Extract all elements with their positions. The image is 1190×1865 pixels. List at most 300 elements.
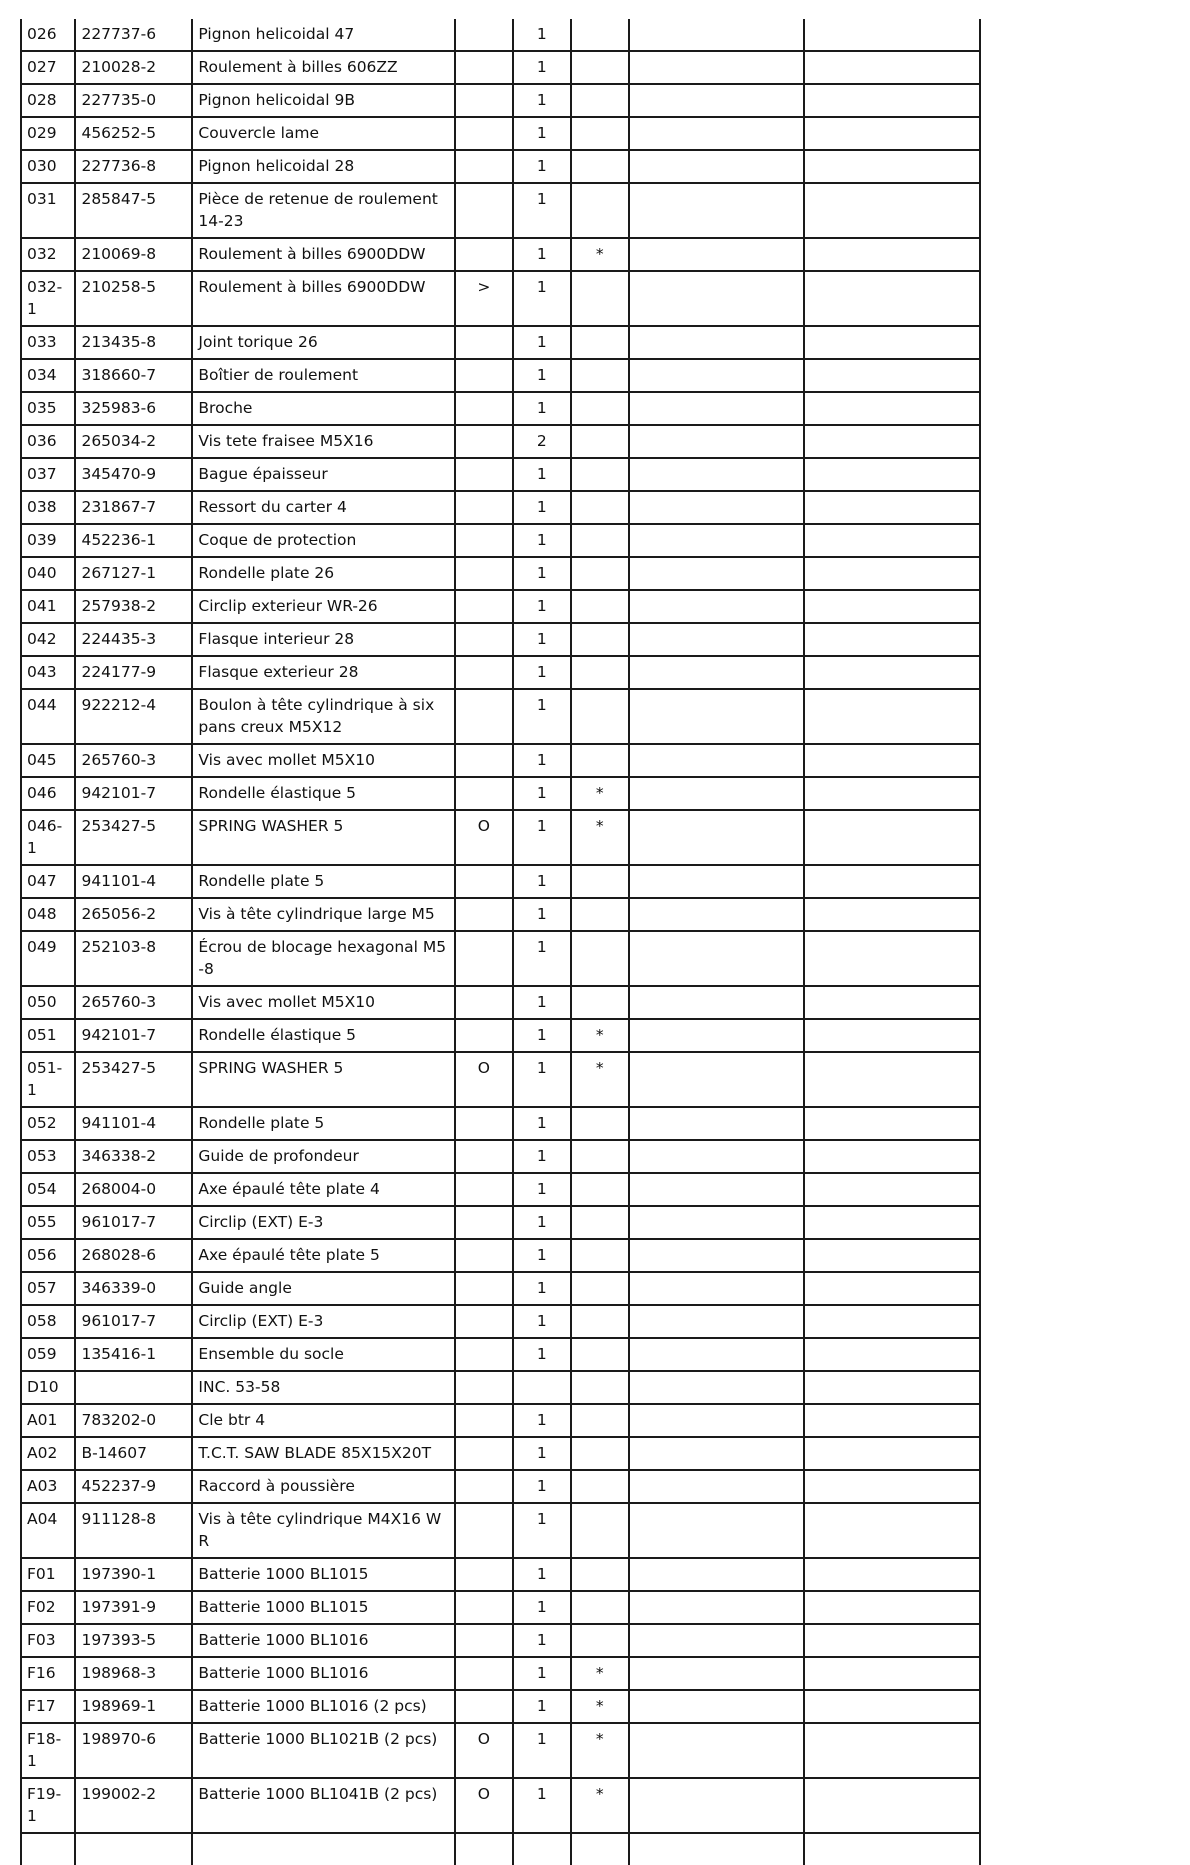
table-row — [21, 1107, 980, 1140]
blank-cell-2 — [804, 931, 980, 986]
item-number-cell: 051 — [21, 1019, 75, 1052]
item-number-cell: 039 — [21, 524, 75, 557]
part-number-cell: 911128-8 — [75, 1503, 192, 1558]
item-number-cell: 033 — [21, 326, 75, 359]
change-mark-cell — [455, 1305, 513, 1338]
note-mark-cell — [571, 524, 629, 557]
table-row — [21, 524, 980, 557]
item-number-cell: 051-1 — [21, 1052, 75, 1107]
part-number-cell: 285847-5 — [75, 183, 192, 238]
change-mark-cell — [455, 1206, 513, 1239]
note-mark-cell: * — [571, 1019, 629, 1052]
table-row — [21, 150, 980, 183]
note-mark-cell: * — [571, 810, 629, 865]
part-number-cell: 265760-3 — [75, 986, 192, 1019]
table-row — [21, 491, 980, 524]
description-cell: Guide de profondeur — [192, 1140, 454, 1173]
description-cell: Batterie 1000 BL1021B (2 pcs) — [192, 1723, 454, 1778]
table-row — [21, 1173, 980, 1206]
quantity-cell: 1 — [513, 1723, 570, 1778]
change-mark-cell — [455, 1591, 513, 1624]
part-number-cell: 783202-0 — [75, 1404, 192, 1437]
blank-cell-1 — [629, 326, 804, 359]
blank-cell-2 — [804, 986, 980, 1019]
part-number-cell: 267127-1 — [75, 557, 192, 590]
item-number-cell: 038 — [21, 491, 75, 524]
change-mark-cell — [455, 986, 513, 1019]
blank-cell-2 — [804, 425, 980, 458]
continuation-cell — [629, 1833, 804, 1865]
blank-cell-1 — [629, 986, 804, 1019]
description-cell: Rondelle élastique 5 — [192, 777, 454, 810]
note-mark-cell — [571, 1173, 629, 1206]
description-cell: Vis à tête cylindrique M4X16 WR — [192, 1503, 454, 1558]
note-mark-cell — [571, 84, 629, 117]
note-mark-cell — [571, 425, 629, 458]
description-cell: Roulement à billes 6900DDW — [192, 271, 454, 326]
blank-cell-1 — [629, 865, 804, 898]
table-row — [21, 986, 980, 1019]
item-number-cell: F17 — [21, 1690, 75, 1723]
blank-cell-2 — [804, 1019, 980, 1052]
item-number-cell: 031 — [21, 183, 75, 238]
description-cell: Batterie 1000 BL1016 — [192, 1624, 454, 1657]
change-mark-cell — [455, 1272, 513, 1305]
quantity-cell: 1 — [513, 898, 570, 931]
item-number-cell: 050 — [21, 986, 75, 1019]
note-mark-cell: * — [571, 1778, 629, 1833]
table-row — [21, 183, 980, 238]
quantity-cell: 1 — [513, 1437, 570, 1470]
continuation-cell — [571, 1833, 629, 1865]
note-mark-cell — [571, 183, 629, 238]
description-cell: Boulon à tête cylindrique à six pans creux M5X12 — [192, 689, 454, 744]
table-row — [21, 1404, 980, 1437]
part-number-cell: 224177-9 — [75, 656, 192, 689]
blank-cell-2 — [804, 1723, 980, 1778]
change-mark-cell — [455, 238, 513, 271]
note-mark-cell — [571, 392, 629, 425]
item-number-cell: 045 — [21, 744, 75, 777]
note-mark-cell — [571, 623, 629, 656]
blank-cell-1 — [629, 1305, 804, 1338]
part-number-cell: 346338-2 — [75, 1140, 192, 1173]
table-row — [21, 1591, 980, 1624]
blank-cell-1 — [629, 1140, 804, 1173]
description-cell: Batterie 1000 BL1016 (2 pcs) — [192, 1690, 454, 1723]
quantity-cell: 1 — [513, 656, 570, 689]
item-number-cell: 027 — [21, 51, 75, 84]
quantity-cell: 1 — [513, 1338, 570, 1371]
blank-cell-2 — [804, 1272, 980, 1305]
item-number-cell: 044 — [21, 689, 75, 744]
table-row — [21, 458, 980, 491]
quantity-cell: 1 — [513, 19, 570, 51]
quantity-cell: 1 — [513, 183, 570, 238]
part-number-cell: 265056-2 — [75, 898, 192, 931]
item-number-cell: 046-1 — [21, 810, 75, 865]
item-number-cell: 032-1 — [21, 271, 75, 326]
note-mark-cell — [571, 590, 629, 623]
part-number-cell: 265034-2 — [75, 425, 192, 458]
item-number-cell: 054 — [21, 1173, 75, 1206]
continuation-cell — [192, 1833, 454, 1865]
description-cell: Boîtier de roulement — [192, 359, 454, 392]
part-number-cell: 325983-6 — [75, 392, 192, 425]
blank-cell-2 — [804, 51, 980, 84]
change-mark-cell — [455, 84, 513, 117]
part-number-cell: 456252-5 — [75, 117, 192, 150]
table-row — [21, 1272, 980, 1305]
description-cell: Ensemble du socle — [192, 1338, 454, 1371]
table-row — [21, 1624, 980, 1657]
table-continuation-row — [21, 1833, 980, 1865]
item-number-cell: 043 — [21, 656, 75, 689]
blank-cell-1 — [629, 1591, 804, 1624]
blank-cell-2 — [804, 271, 980, 326]
change-mark-cell — [455, 1503, 513, 1558]
item-number-cell: 032 — [21, 238, 75, 271]
note-mark-cell — [571, 865, 629, 898]
quantity-cell: 1 — [513, 1624, 570, 1657]
table-row — [21, 359, 980, 392]
part-number-cell: 252103-8 — [75, 931, 192, 986]
quantity-cell: 1 — [513, 986, 570, 1019]
table-row — [21, 777, 980, 810]
blank-cell-1 — [629, 1107, 804, 1140]
note-mark-cell — [571, 326, 629, 359]
part-number-cell: 346339-0 — [75, 1272, 192, 1305]
quantity-cell: 1 — [513, 777, 570, 810]
blank-cell-2 — [804, 238, 980, 271]
blank-cell-1 — [629, 1404, 804, 1437]
quantity-cell: 1 — [513, 1239, 570, 1272]
note-mark-cell: * — [571, 777, 629, 810]
change-mark-cell — [455, 557, 513, 590]
table-row — [21, 392, 980, 425]
blank-cell-1 — [629, 84, 804, 117]
blank-cell-2 — [804, 1305, 980, 1338]
item-number-cell: A02 — [21, 1437, 75, 1470]
blank-cell-2 — [804, 865, 980, 898]
description-cell: Circlip exterieur WR-26 — [192, 590, 454, 623]
blank-cell-2 — [804, 1239, 980, 1272]
item-number-cell: 058 — [21, 1305, 75, 1338]
blank-cell-2 — [804, 458, 980, 491]
change-mark-cell — [455, 1470, 513, 1503]
blank-cell-1 — [629, 1657, 804, 1690]
blank-cell-1 — [629, 1338, 804, 1371]
change-mark-cell — [455, 359, 513, 392]
change-mark-cell — [455, 1690, 513, 1723]
blank-cell-1 — [629, 1437, 804, 1470]
part-number-cell: 197393-5 — [75, 1624, 192, 1657]
quantity-cell: 1 — [513, 458, 570, 491]
table-row — [21, 238, 980, 271]
table-row — [21, 1019, 980, 1052]
continuation-cell — [804, 1833, 980, 1865]
blank-cell-1 — [629, 458, 804, 491]
item-number-cell: F02 — [21, 1591, 75, 1624]
table-row — [21, 1558, 980, 1591]
change-mark-cell — [455, 744, 513, 777]
part-number-cell: 231867-7 — [75, 491, 192, 524]
part-number-cell: 942101-7 — [75, 777, 192, 810]
note-mark-cell — [571, 1404, 629, 1437]
part-number-cell: 268028-6 — [75, 1239, 192, 1272]
table-row — [21, 1657, 980, 1690]
table-row — [21, 590, 980, 623]
description-cell: Pignon helicoidal 47 — [192, 19, 454, 51]
part-number-cell: 198970-6 — [75, 1723, 192, 1778]
note-mark-cell — [571, 1470, 629, 1503]
description-cell: T.C.T. SAW BLADE 85X15X20T — [192, 1437, 454, 1470]
note-mark-cell: * — [571, 1723, 629, 1778]
blank-cell-1 — [629, 623, 804, 656]
change-mark-cell — [455, 931, 513, 986]
blank-cell-1 — [629, 656, 804, 689]
part-number-cell: 257938-2 — [75, 590, 192, 623]
quantity-cell: 1 — [513, 1272, 570, 1305]
blank-cell-1 — [629, 1173, 804, 1206]
table-row — [21, 1052, 980, 1107]
description-cell: Bague épaisseur — [192, 458, 454, 491]
table-row — [21, 1206, 980, 1239]
change-mark-cell — [455, 19, 513, 51]
item-number-cell: 053 — [21, 1140, 75, 1173]
blank-cell-2 — [804, 1690, 980, 1723]
blank-cell-2 — [804, 898, 980, 931]
blank-cell-1 — [629, 238, 804, 271]
description-cell: Circlip (EXT) E-3 — [192, 1305, 454, 1338]
blank-cell-2 — [804, 1338, 980, 1371]
quantity-cell: 1 — [513, 557, 570, 590]
note-mark-cell — [571, 744, 629, 777]
part-number-cell: 265760-3 — [75, 744, 192, 777]
note-mark-cell: * — [571, 1657, 629, 1690]
description-cell: Guide angle — [192, 1272, 454, 1305]
quantity-cell: 1 — [513, 865, 570, 898]
quantity-cell: 1 — [513, 1173, 570, 1206]
table-row — [21, 656, 980, 689]
item-number-cell: A01 — [21, 1404, 75, 1437]
change-mark-cell — [455, 1624, 513, 1657]
item-number-cell: 042 — [21, 623, 75, 656]
note-mark-cell — [571, 898, 629, 931]
blank-cell-1 — [629, 491, 804, 524]
note-mark-cell — [571, 1371, 629, 1404]
quantity-cell: 1 — [513, 1019, 570, 1052]
note-mark-cell — [571, 931, 629, 986]
part-number-cell: 318660-7 — [75, 359, 192, 392]
table-row — [21, 1239, 980, 1272]
quantity-cell: 1 — [513, 931, 570, 986]
description-cell: Vis à tête cylindrique large M5 — [192, 898, 454, 931]
table-row — [21, 1371, 980, 1404]
table-row — [21, 1470, 980, 1503]
part-number-cell: 941101-4 — [75, 865, 192, 898]
part-number-cell: 213435-8 — [75, 326, 192, 359]
blank-cell-1 — [629, 557, 804, 590]
blank-cell-2 — [804, 1591, 980, 1624]
item-number-cell: 059 — [21, 1338, 75, 1371]
note-mark-cell — [571, 986, 629, 1019]
blank-cell-2 — [804, 1624, 980, 1657]
change-mark-cell — [455, 1107, 513, 1140]
description-cell: Couvercle lame — [192, 117, 454, 150]
blank-cell-1 — [629, 810, 804, 865]
item-number-cell: 030 — [21, 150, 75, 183]
note-mark-cell — [571, 1503, 629, 1558]
blank-cell-2 — [804, 557, 980, 590]
note-mark-cell — [571, 1591, 629, 1624]
quantity-cell: 1 — [513, 524, 570, 557]
table-row — [21, 271, 980, 326]
item-number-cell: F19-1 — [21, 1778, 75, 1833]
note-mark-cell — [571, 656, 629, 689]
table-row — [21, 865, 980, 898]
part-number-cell: 941101-4 — [75, 1107, 192, 1140]
description-cell: Batterie 1000 BL1015 — [192, 1591, 454, 1624]
blank-cell-1 — [629, 150, 804, 183]
quantity-cell: 1 — [513, 810, 570, 865]
quantity-cell: 1 — [513, 84, 570, 117]
note-mark-cell — [571, 1558, 629, 1591]
note-mark-cell — [571, 491, 629, 524]
quantity-cell: 1 — [513, 1591, 570, 1624]
item-number-cell: 041 — [21, 590, 75, 623]
description-cell: Flasque interieur 28 — [192, 623, 454, 656]
blank-cell-2 — [804, 810, 980, 865]
part-number-cell: 345470-9 — [75, 458, 192, 491]
note-mark-cell — [571, 689, 629, 744]
blank-cell-1 — [629, 1019, 804, 1052]
item-number-cell: 046 — [21, 777, 75, 810]
blank-cell-1 — [629, 425, 804, 458]
blank-cell-2 — [804, 744, 980, 777]
item-number-cell: 037 — [21, 458, 75, 491]
part-number-cell: 452236-1 — [75, 524, 192, 557]
table-row — [21, 898, 980, 931]
blank-cell-1 — [629, 1723, 804, 1778]
table-row — [21, 744, 980, 777]
blank-cell-1 — [629, 1558, 804, 1591]
note-mark-cell — [571, 1305, 629, 1338]
quantity-cell: 1 — [513, 271, 570, 326]
blank-cell-2 — [804, 1657, 980, 1690]
change-mark-cell — [455, 458, 513, 491]
note-mark-cell — [571, 19, 629, 51]
quantity-cell: 1 — [513, 1404, 570, 1437]
change-mark-cell — [455, 865, 513, 898]
parts-table-body — [21, 19, 980, 1865]
description-cell: Batterie 1000 BL1016 — [192, 1657, 454, 1690]
blank-cell-1 — [629, 1272, 804, 1305]
note-mark-cell: * — [571, 1690, 629, 1723]
note-mark-cell — [571, 150, 629, 183]
blank-cell-2 — [804, 117, 980, 150]
table-row — [21, 557, 980, 590]
blank-cell-1 — [629, 1778, 804, 1833]
part-number-cell: 253427-5 — [75, 810, 192, 865]
part-number-cell: 210069-8 — [75, 238, 192, 271]
part-number-cell: 227736-8 — [75, 150, 192, 183]
blank-cell-2 — [804, 623, 980, 656]
parts-table — [20, 19, 981, 1865]
table-row — [21, 1778, 980, 1833]
blank-cell-1 — [629, 689, 804, 744]
blank-cell-2 — [804, 1503, 980, 1558]
quantity-cell: 1 — [513, 1206, 570, 1239]
blank-cell-1 — [629, 524, 804, 557]
item-number-cell: 035 — [21, 392, 75, 425]
quantity-cell: 1 — [513, 689, 570, 744]
blank-cell-2 — [804, 1173, 980, 1206]
item-number-cell: F01 — [21, 1558, 75, 1591]
note-mark-cell — [571, 458, 629, 491]
change-mark-cell — [455, 491, 513, 524]
note-mark-cell — [571, 1624, 629, 1657]
part-number-cell: 210028-2 — [75, 51, 192, 84]
quantity-cell: 1 — [513, 623, 570, 656]
description-cell: Pignon helicoidal 9B — [192, 84, 454, 117]
description-cell: Roulement à billes 606ZZ — [192, 51, 454, 84]
quantity-cell: 1 — [513, 1778, 570, 1833]
blank-cell-1 — [629, 271, 804, 326]
note-mark-cell — [571, 271, 629, 326]
part-number-cell: 268004-0 — [75, 1173, 192, 1206]
part-number-cell: 197391-9 — [75, 1591, 192, 1624]
change-mark-cell — [455, 1140, 513, 1173]
blank-cell-2 — [804, 359, 980, 392]
description-cell: Vis tete fraisee M5X16 — [192, 425, 454, 458]
change-mark-cell: O — [455, 1723, 513, 1778]
change-mark-cell: O — [455, 810, 513, 865]
description-cell: Vis avec mollet M5X10 — [192, 986, 454, 1019]
change-mark-cell — [455, 524, 513, 557]
item-number-cell: 056 — [21, 1239, 75, 1272]
quantity-cell: 1 — [513, 117, 570, 150]
table-row — [21, 1338, 980, 1371]
description-cell: Batterie 1000 BL1041B (2 pcs) — [192, 1778, 454, 1833]
quantity-cell: 1 — [513, 491, 570, 524]
description-cell: Joint torique 26 — [192, 326, 454, 359]
blank-cell-1 — [629, 744, 804, 777]
part-number-cell: 961017-7 — [75, 1206, 192, 1239]
change-mark-cell — [455, 1019, 513, 1052]
part-number-cell: 135416-1 — [75, 1338, 192, 1371]
quantity-cell: 1 — [513, 744, 570, 777]
item-number-cell: 028 — [21, 84, 75, 117]
blank-cell-1 — [629, 777, 804, 810]
table-row — [21, 931, 980, 986]
change-mark-cell — [455, 51, 513, 84]
blank-cell-2 — [804, 590, 980, 623]
change-mark-cell — [455, 689, 513, 744]
quantity-cell: 1 — [513, 150, 570, 183]
note-mark-cell: * — [571, 238, 629, 271]
note-mark-cell — [571, 1437, 629, 1470]
change-mark-cell: O — [455, 1052, 513, 1107]
change-mark-cell — [455, 590, 513, 623]
blank-cell-1 — [629, 898, 804, 931]
item-number-cell: 052 — [21, 1107, 75, 1140]
quantity-cell: 1 — [513, 1470, 570, 1503]
item-number-cell: F18-1 — [21, 1723, 75, 1778]
table-row — [21, 84, 980, 117]
blank-cell-1 — [629, 19, 804, 51]
description-cell: Écrou de blocage hexagonal M5-8 — [192, 931, 454, 986]
